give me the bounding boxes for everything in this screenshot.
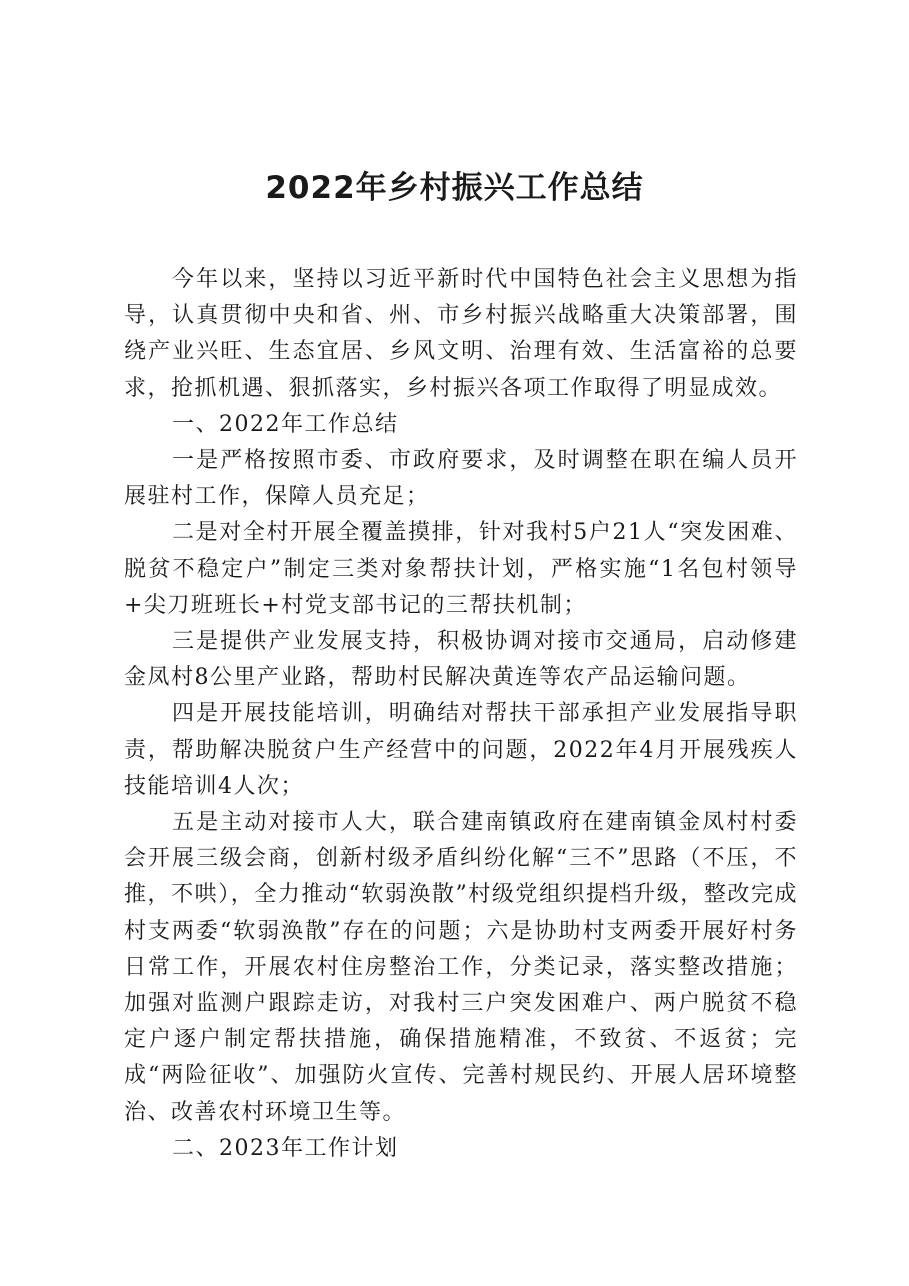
document-body: [124, 262, 798, 1167]
section-heading-2022-summary: 一、2022年工作总结: [172, 411, 399, 437]
section-heading-2023-plan: 二、2023年工作计划: [172, 1135, 399, 1161]
intro-paragraph: 今年以来，坚持以习近平新时代中国特色社会主义思想为指导，认真贯彻中央和省、州、市乡村振兴战略重大决策部署，围绕产业兴旺、生态宜居、乡风文明、治理有效、生活富裕的总要求，抢抓机遇、狠抓落实，乡村振兴各项工作取得了明显成效。: [124, 267, 798, 401]
paragraph-item-3: 三是提供产业发展支持，积极协调对接市交通局，启动修建金凤村8公里产业路，帮助村民解决黄连等农产品运输问题。: [124, 629, 798, 691]
document-title: 2022年乡村振兴工作总结: [265, 170, 644, 206]
paragraph-item-2: 二是对全村开展全覆盖摸排，针对我村5户21人“突发困难、脱贫不稳定户”制定三类对象帮扶计划，严格实施“1名包村领导+尖刀班班长+村党支部书记的三帮扶机制；: [124, 520, 798, 618]
paragraph-item-5: 五是主动对接市人大，联合建南镇政府在建南镇金凤村村委会开展三级会商，创新村级矛盾纠纷化解“三不”思路（不压，不推，不哄），全力推动“软弱涣散”村级党组织提档升级，整改完成村支两委“软弱涣散”存在的问题；六是协助村支两委开展好村务日常工作，开展农村住房整治工作，分类记录，落实整改措施；加强对监测户跟踪走访，对我村三户突发困难户、两户脱贫不稳定户逐户制定帮扶措施，确保措施精准，不致贫、不返贫；完成“两险征收”、加强防火宣传、完善村规民约、开展人居环境整治、改善农村环境卫生等。: [124, 810, 798, 1125]
paragraph-item-4: 四是开展技能培训，明确结对帮扶干部承担产业发展指导职责，帮助解决脱贫户生产经营中的问题，2022年4月开展残疾人技能培训4人次；: [124, 701, 798, 799]
paragraph-item-1: 一是严格按照市委、市政府要求，及时调整在职在编人员开展驻村工作，保障人员充足；: [124, 448, 798, 510]
